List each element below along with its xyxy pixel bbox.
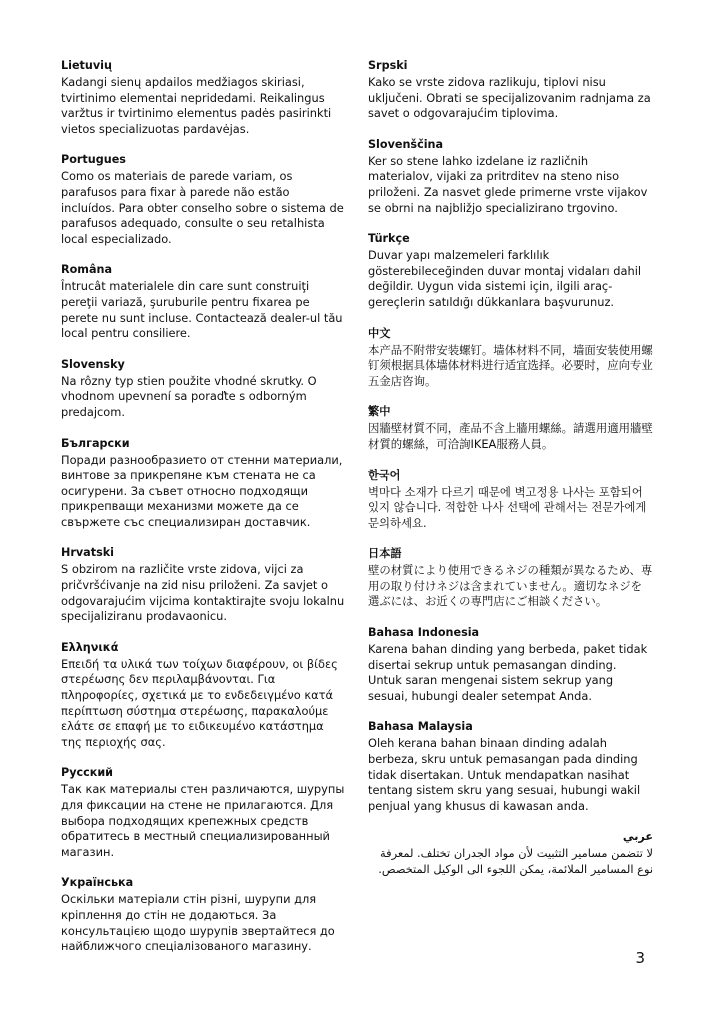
section-text: Ker so stene lahko izdelane iz različnih materialov, vijaki za pritrditev na steno niso priloženi. Za nasvet glede primerne vrste vijakov se obrni na najbližjo specializirano trgovino. (368, 153, 648, 215)
section-heading: Lietuvių (61, 59, 112, 72)
section-text: Так как материалы стен различаются, шурупы для фиксации на стене не прилагаются. Для выбора подходящих крепежных средств обратитесь в местный специализированный магазин. (61, 782, 345, 859)
page-number: 3 (635, 949, 645, 967)
section-greek (61, 640, 346, 751)
section-heading: Portugues (61, 153, 126, 167)
section-text: 本产品不附带安装螺钉。墙体材料不同，墙面安装使用螺钉须根据具体墙体材料进行适宜选择。必要时，应向专业五金店咨询。 (368, 342, 653, 388)
section-text: 壁の材質により使用できるネジの種類が異なるため、専用の取り付けネジは含まれていません。適切なネジを選ぶには、お近くの専門店にご相談ください。 (368, 563, 653, 609)
section-chinese-simplified (368, 326, 653, 390)
section-korean (368, 468, 653, 532)
section-chinese-traditional (368, 404, 653, 452)
section-heading: Български (61, 436, 130, 450)
section-text: Oleh kerana bahan binaan dinding adalah berbeza, skru untuk pemasangan pada dinding tidak disertakan. Untuk mendapatkan nasihat tentang sistem skru yang sesuai, hubungi wakil penjual yang khusus di kawasan anda. (368, 736, 641, 813)
section-text: 因牆壁材質不同，產品不含上牆用螺絲。請選用適用牆壁材質的螺絲，可洽詢IKEA服務人員。 (368, 421, 653, 451)
section-text: Kako se vrste zidova razlikuju, tiplovi nisu uključeni. Obrati se specijalizovanim radnjama za savet o odgovarajućim tiplovima. (368, 75, 651, 121)
section-text: Duvar yapı malzemeleri farklılık gösterebileceğinden duvar montaj vidaları dahil değildir. Uygun vida sistemi için, ilgili araç-gereçlerin satıldığı dükkanlara başvurunuz. (368, 248, 642, 309)
right-column (368, 58, 653, 893)
section-japanese (368, 546, 653, 610)
section-ukrainian (61, 875, 346, 954)
section-heading: Slovensky (61, 357, 125, 371)
section-romanian (61, 262, 346, 341)
section-turkish (368, 231, 653, 310)
section-malay (368, 719, 653, 814)
section-text: Karena bahan dinding yang berbeda, paket tidak disertai sekrup untuk pemasangan dinding. Untuk saran mengenai sistem sekrup yang sesuai, hubungi dealer setempat Anda. (368, 642, 648, 703)
section-heading: Українська (61, 876, 134, 890)
section-slovak (61, 357, 346, 421)
section-slovenian (368, 137, 653, 216)
section-heading: عربي (622, 830, 653, 844)
left-column (61, 58, 346, 970)
section-serbian (368, 58, 653, 122)
section-text: Поради разнообразието от стенни материали, винтове за прикрепяне към стената не са осигурени. За съвет относно подходящи прикрепващи механизми можете да се свържете със специализиран доставчик. (61, 452, 343, 529)
section-heading: Bahasa Indonesia (368, 626, 480, 640)
section-text: Kadangi sienų apdailos medžiagos skiriasi, tvirtinimo elementai nepridedami. Reikalingus varžtus ir tvirtinimo elementus padės pasirinkti vietos specializuotas pardavėjas. (61, 75, 332, 136)
section-text: Оскільки матеріали стін різні, шурупи для кріплення до стін не додаються. За консультацією щодо шурупів звертайтеся до найближчого спеціалізованого магазину. (61, 892, 335, 954)
section-portuguese (61, 152, 346, 247)
section-text: S obzirom na različite vrste zidova, vijci za pričvršćivanje na zid nisu priloženi. Za savjet o odgovarajućim vijcima kontaktirajte svoju lokalnu specijaliziranu prodavaonicu. (61, 562, 345, 624)
section-heading: Bahasa Malaysia (368, 720, 473, 734)
section-heading: Hrvatski (61, 546, 115, 560)
section-lithuanian (61, 58, 346, 137)
section-croatian (61, 545, 346, 624)
section-heading: 繁中 (368, 405, 391, 419)
section-text: 벽마다 소재가 다르기 때문에 벽고정용 나사는 포함되어 있지 않습니다. 적합한 나사 선택에 관해서는 전문가에게 문의하세요. (368, 484, 647, 530)
section-russian (61, 765, 346, 860)
section-text: Como os materiais de parede variam, os parafusos para fixar à parede não estão incluídos. Para obter conselho sobre o sistema de parafusos adequado, consulte o seu retalhista local especializado. (61, 169, 344, 246)
section-heading: 日本語 (368, 547, 402, 561)
section-heading: Ελληνικά (61, 640, 119, 654)
section-text: Επειδή τα υλικά των τοίχων διαφέρουν, οι βίδες στερέωσης δεν περιλαμβάνονται. Για πληροφορίες, σχετικά με το ενδεδειγμένο κατά περίπτωση σύστημα στερέωσης, παρακαλούμε ελάτε σε επαφή με το ειδικευμένο κατάστημα της περιοχής σας. (61, 656, 338, 749)
section-text: Na rôzny typ stien použite vhodné skrutky. O vhodnom upevnení sa poraďte s odborným predajcom. (61, 373, 317, 419)
section-text: لا تتضمن مسامير التثبيت لأن مواد الجدران تختلف. لمعرفة نوع المسامير الملائمة، يمكن اللجوء الى الوكيل المتخصص. (378, 846, 653, 876)
section-heading: Türkçe (368, 232, 410, 246)
section-indonesian (368, 625, 653, 704)
section-heading: Româna (61, 263, 113, 277)
section-arabic (368, 829, 653, 877)
section-heading: Srpski (368, 59, 408, 72)
section-text: Întrucât materialele din care sunt construiţi pereţii variază, şuruburile pentru fixarea pe perete nu sunt incluse. Contactează dealer-ul tău local pentru consiliere. (61, 279, 343, 341)
section-bulgarian (61, 436, 346, 531)
section-heading: 한국어 (368, 468, 401, 482)
section-heading: 中文 (368, 326, 391, 340)
section-heading: Русский (61, 766, 114, 780)
section-heading: Slovenščina (368, 137, 444, 151)
